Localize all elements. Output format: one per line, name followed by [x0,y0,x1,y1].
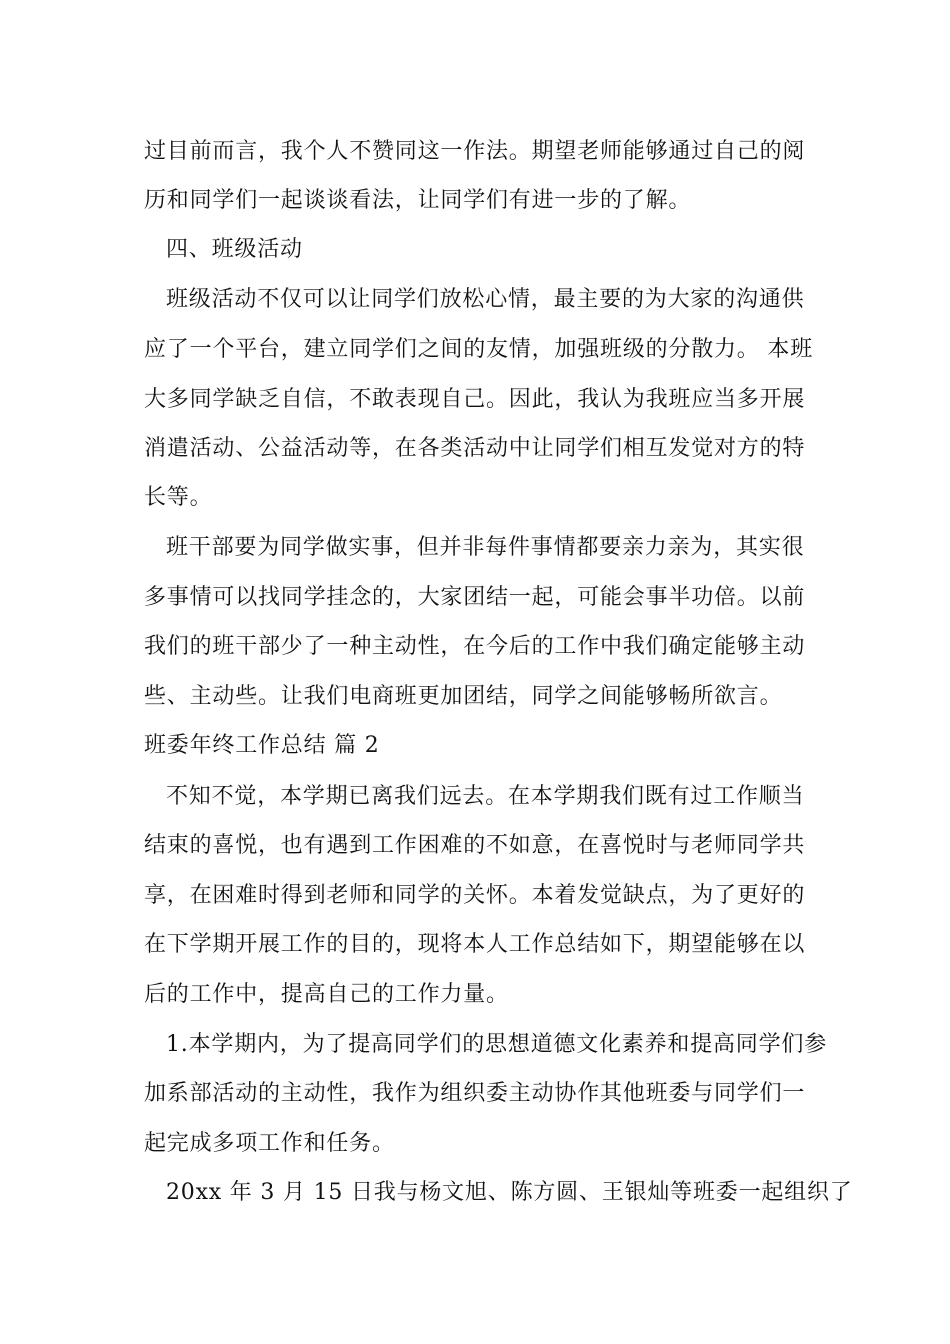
paragraph-line: 起完成多项工作和任务。 [144,1131,395,1156]
section-heading: 四、班级活动 [166,237,303,262]
paragraph-line: 在下学期开展工作的目的，现将本人工作总结如下，期望能够在以 [144,932,806,957]
paragraph-line: 长等。 [144,485,213,510]
paragraph-line: 历和同学们一起谈谈看法，让同学们有进一步的了解。 [144,188,692,213]
paragraph-line: 我们的班干部少了一种主动性，在今后的工作中我们确定能够主动 [144,634,806,659]
paragraph-line: 多事情可以找同学挂念的，大家团结一起，可能会事半功倍。以前 [144,585,806,610]
paragraph-line: 班干部要为同学做实事，但并非每件事情都要亲力亲为，其实很 [166,535,805,560]
paragraph-line: 些、主动些。让我们电商班更加团结，同学之间能够畅所欲言。 [144,684,783,709]
paragraph-line: 班级活动不仅可以让同学们放松心情，最主要的为大家的沟通供 [166,287,805,312]
paragraph-line: 结束的喜悦，也有遇到工作困难的不如意，在喜悦时与老师同学共 [144,833,806,858]
article-title: 班委年终工作总结 篇 2 [144,733,380,758]
paragraph-line: 过目前而言，我个人不赞同这一作法。期望老师能够通过自己的阅 [144,139,806,164]
paragraph-line: 加系部活动的主动性，我作为组织委主动协作其他班委与同学们一 [144,1081,806,1106]
paragraph-line: 不知不觉，本学期已离我们远去。在本学期我们既有过工作顺当 [166,784,805,809]
paragraph-line: 应了一个平台，建立同学们之间的友情，加强班级的分散力。 本班 [144,337,813,362]
paragraph-line: 消遣活动、公益活动等，在各类活动中让同学们相互发觉对方的特 [144,436,806,461]
paragraph-line: 1.本学期内，为了提高同学们的思想道德文化素养和提高同学们参 [166,1032,827,1057]
paragraph-line: 大多同学缺乏自信，不敢表现自己。因此，我认为我班应当多开展 [144,387,806,412]
paragraph-line: 20xx 年 3 月 15 日我与杨文旭、陈方圆、王银灿等班委一起组织了 [166,1180,853,1205]
paragraph-line: 享，在困难时得到老师和同学的关怀。本着发觉缺点，为了更好的 [144,883,806,908]
paragraph-line: 后的工作中，提高自己的工作力量。 [144,982,509,1007]
